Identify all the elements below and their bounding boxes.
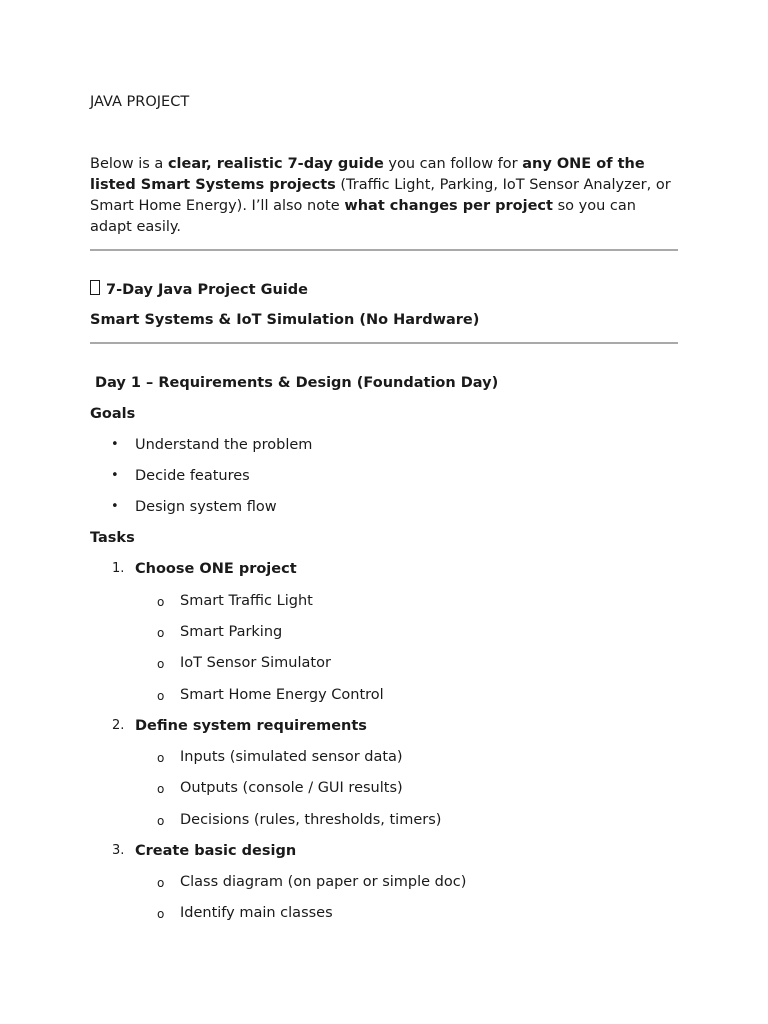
sub-bullet-mark: o: [157, 876, 165, 890]
sub-bullet-mark: o: [157, 907, 165, 921]
bullet-mark: •: [111, 499, 119, 514]
tasks-label: Tasks: [90, 530, 135, 546]
sub-bullet-mark: o: [157, 626, 165, 640]
intro-bold-1: clear, realistic 7-day guide: [167, 156, 384, 172]
intro-text-3: (Traffic Light, Parking, IoT Sensor Analyzer, or Smart Home Energy). I’ll also note: [90, 177, 671, 214]
goals-label: Goals: [90, 406, 136, 422]
guide-title-text: 7-Day Java Project Guide: [106, 282, 308, 298]
sub-bullet-mark: o: [157, 751, 165, 765]
sub-item-text: Identify main classes: [180, 905, 333, 921]
sub-bullet-mark: o: [157, 657, 165, 671]
day1-heading: Day 1 – Requirements & Design (Foundation Day): [90, 375, 499, 391]
task-number: 3.: [112, 843, 125, 858]
sub-item-text: Outputs (console / GUI results): [180, 780, 403, 796]
intro-text-1: Below is a: [90, 156, 168, 172]
goal-text: Decide features: [135, 468, 250, 484]
sub-item-text: Decisions (rules, thresholds, timers): [180, 812, 442, 828]
sub-bullet-mark: o: [157, 689, 165, 703]
goal-text: Understand the problem: [135, 437, 313, 453]
sub-item-text: Inputs (simulated sensor data): [180, 749, 403, 765]
missing-glyph-icon: [90, 280, 100, 295]
intro-paragraph: [90, 154, 678, 238]
intro-text-4: so you can adapt easily.: [90, 198, 636, 235]
sub-item-text: IoT Sensor Simulator: [180, 655, 331, 671]
intro-text-2: you can follow for: [383, 156, 523, 172]
document-title: JAVA PROJECT: [90, 94, 190, 110]
task-number: 1.: [112, 561, 125, 576]
task-number: 2.: [112, 718, 125, 733]
sub-item-text: Smart Traffic Light: [180, 593, 313, 609]
guide-subtitle: Smart Systems & IoT Simulation (No Hardware): [90, 312, 480, 328]
sub-item-text: Smart Home Energy Control: [180, 687, 384, 703]
sub-bullet-mark: o: [157, 595, 165, 609]
sub-bullet-mark: o: [157, 782, 165, 796]
intro-bold-2: any ONE of the listed Smart Systems projects: [90, 156, 645, 193]
bullet-mark: •: [111, 437, 119, 452]
sub-item-text: Smart Parking: [180, 624, 283, 640]
task-title: Define system requirements: [135, 718, 367, 734]
task-title: Choose ONE project: [135, 561, 297, 577]
horizontal-rule: [90, 342, 678, 344]
guide-title: [90, 280, 308, 299]
goal-text: Design system flow: [135, 499, 277, 515]
sub-item-text: Class diagram (on paper or simple doc): [180, 874, 467, 890]
sub-bullet-mark: o: [157, 814, 165, 828]
bullet-mark: •: [111, 468, 119, 483]
intro-bold-3: what changes per project: [344, 198, 553, 214]
horizontal-rule: [90, 249, 678, 251]
task-title: Create basic design: [135, 843, 297, 859]
